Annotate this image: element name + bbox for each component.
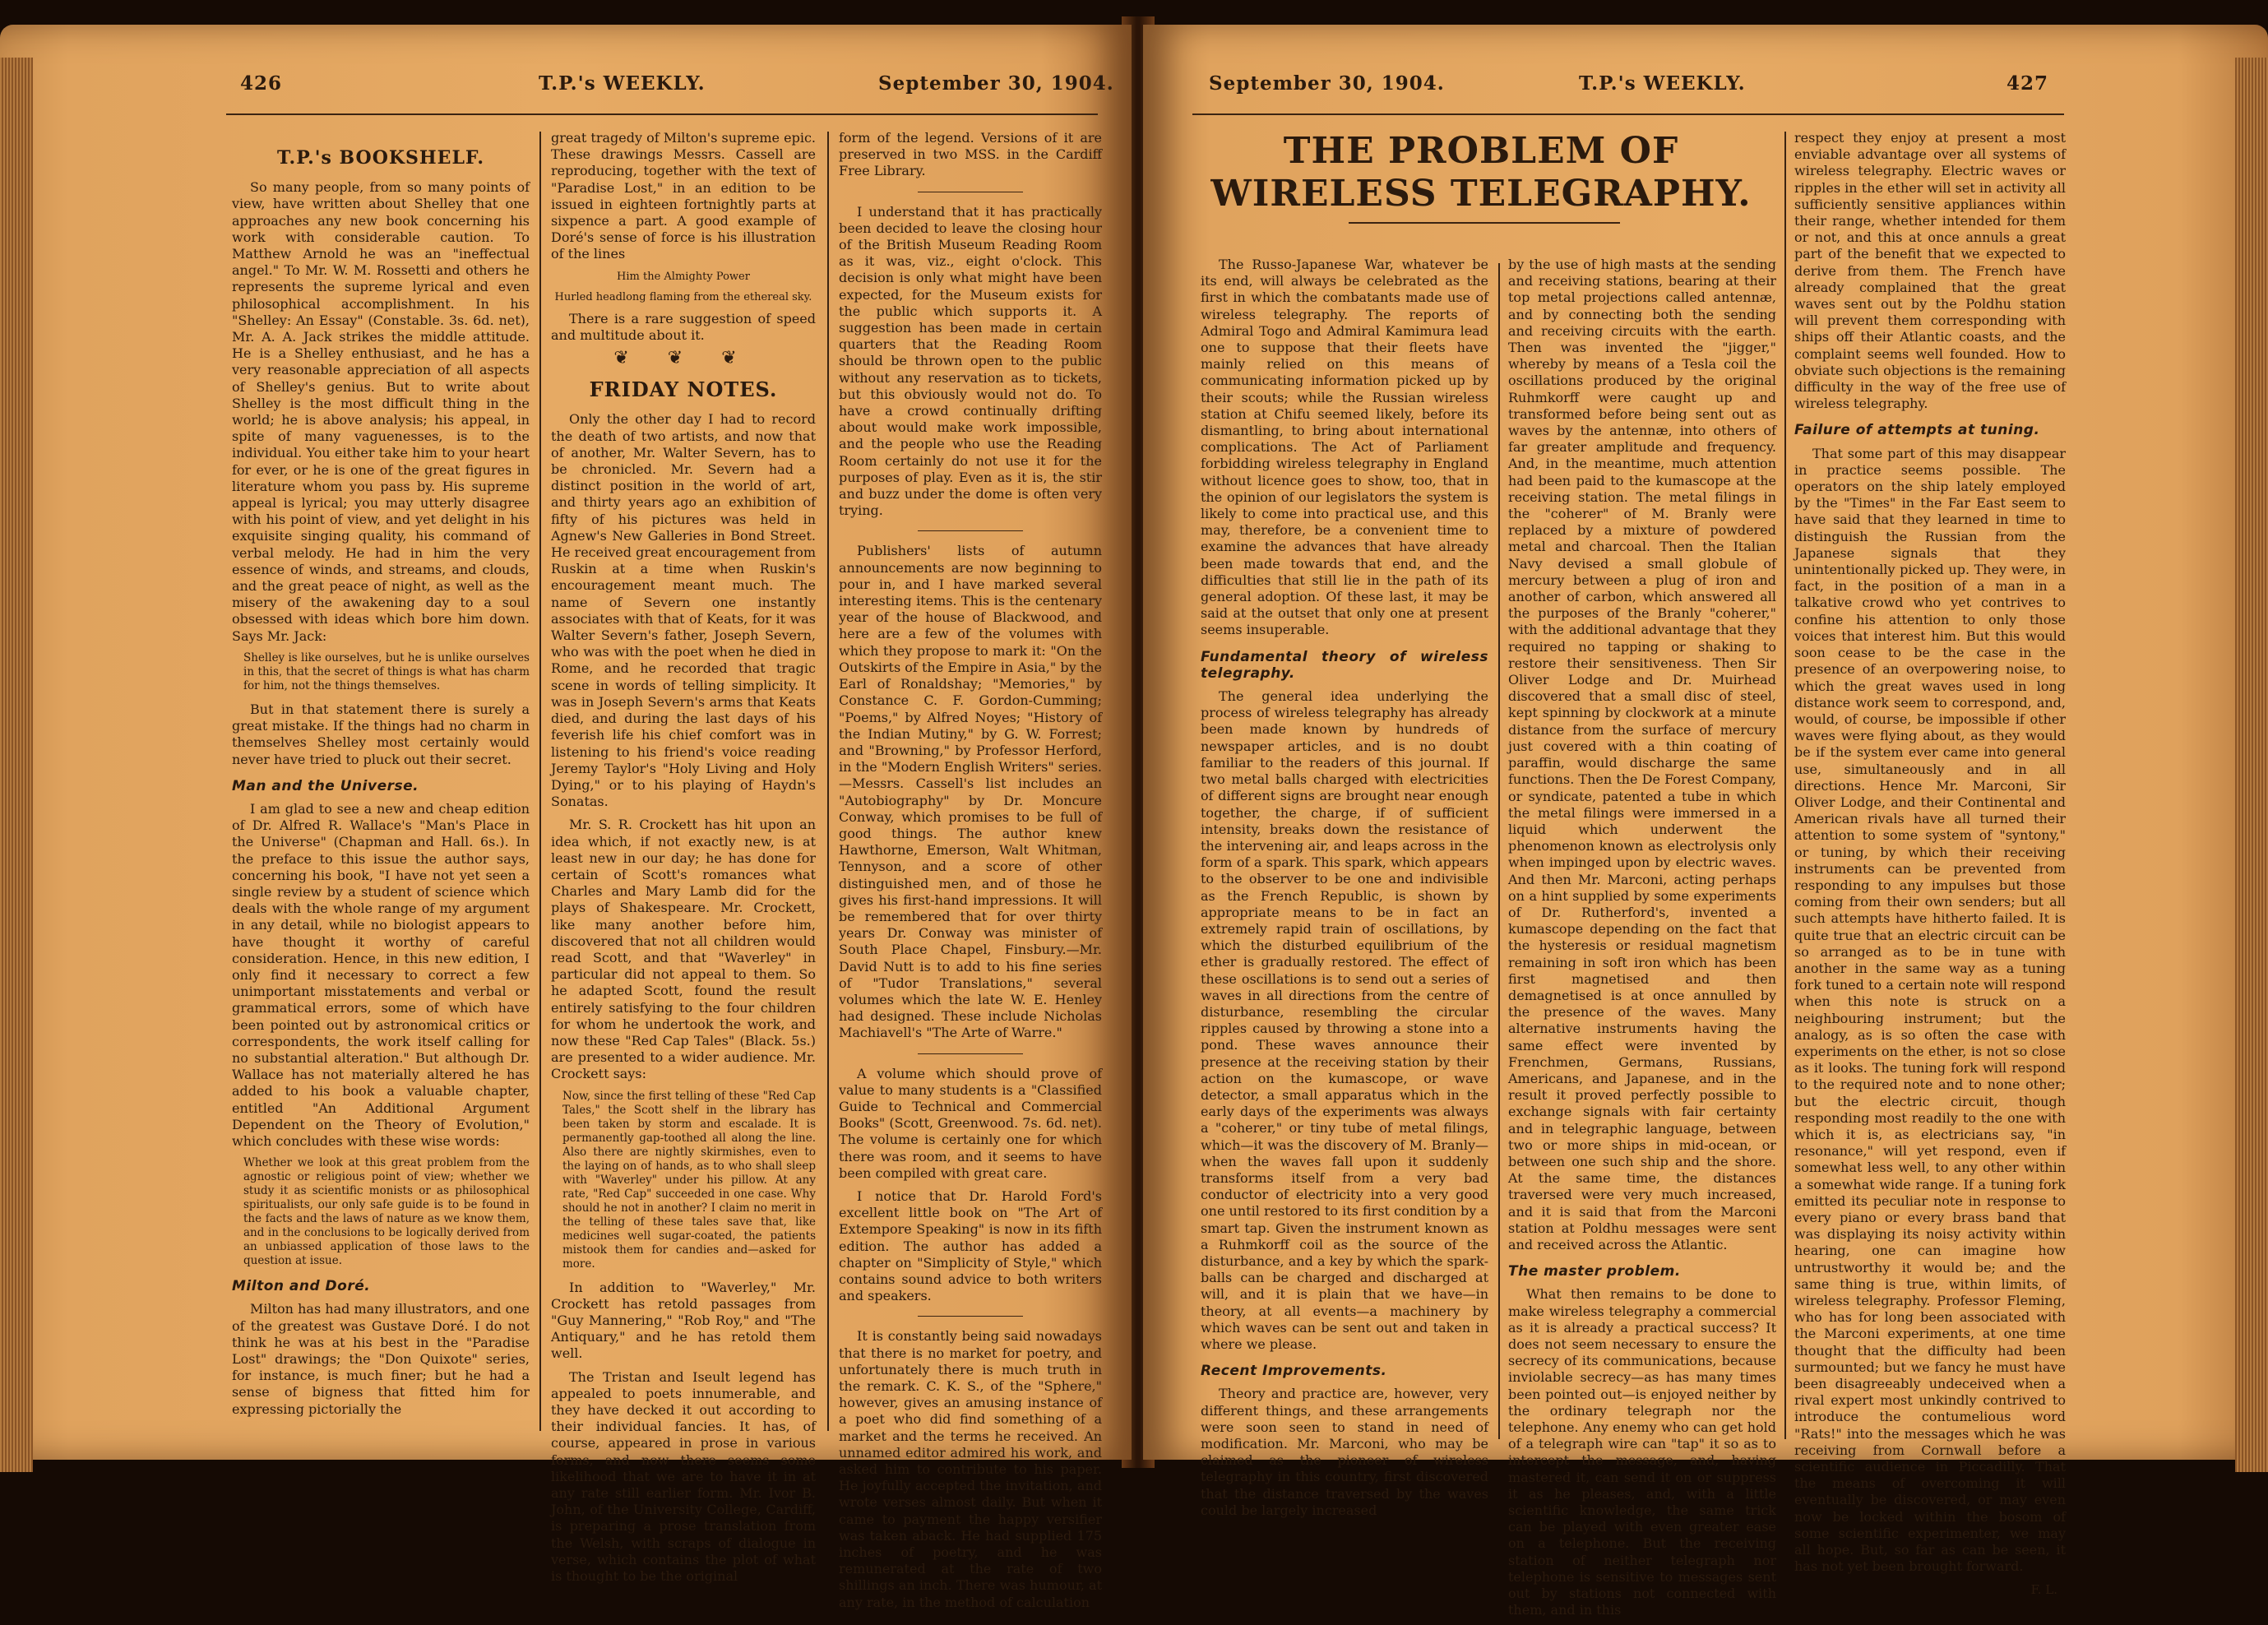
date-header: September 30, 1904. (1209, 72, 1445, 95)
quotation: Now, since the first telling of these "Red Cap Tales," the Scott shelf in the library has been taken by storm and escalade. It is permanently gap-toothed all along the line. Also there are nightly skirmishes, even to the laying on of hands, as to who shall sleep with "Waverley" under his pillow. At any rate, "Red Cap" succeeded in one case. Why should he not in another? I claim no merit in the telling of these tales save that, like medicines well sugar-coated, the patients mistook them for candies and—asked for more. (562, 1089, 816, 1271)
column-rule (539, 132, 541, 1431)
page-number: 427 (2006, 72, 2049, 95)
quotation: Shelley is like ourselves, but he is unlike ourselves in this, that the secret of things is what has charm for him, not the things themselves. (243, 650, 530, 692)
author-signature: F. L. (2030, 1582, 2057, 1598)
paragraph: Theory and practice are, however, very different things, and these arrangements were soon seen to stand in need of modification. Mr. Marconi, who may be claimed as the pioneer of wireless telegraphy in this country, first discovered that the distance traversed by the waves could be largely increased (1201, 1386, 1488, 1518)
article-column-2 (1508, 257, 1776, 1625)
paragraph: So many people, from so many points of view, have written about Shelley that one approaches any new book concerning his work with considerable caution. To Matthew Arnold he was an "ineffectual angel." To Mr. W. M. Rossetti and others he represents the supreme lyrical and even philosophical accomplishment. In his "Shelley: An Essay" (Constable. 3s. 6d. net), Mr. A. A. Jack strikes the middle attitude. He is a Shelley enthusiast, and he has a very reasonable appreciation of all aspects of Shelley's genius. But to write about Shelley is the most difficult thing in the world; he is above analysis; his appeal, in spite of many vaguenesses, is to the individual. You either take him to your heart for ever, or he is one of the great figures in literature whom you pass by. His supreme appeal is lyrical; you may utterly disagree with his point of view, and yet delight in his exquisite singing quality, his command of verbal melody. He had in him the very essence of winds, and streams, and clouds, and the great peace of night, as well as the misery of the awakening day to a soul obsessed with ideas which bore him down. Says Mr. Jack: (232, 179, 530, 644)
section-heading: Failure of attempts at tuning. (1794, 422, 2040, 439)
paragraph: A volume which should prove of value to many students is a "Classified Guide to Technical and Commercial Books" (Scott, Greenwood. 7s. 6d. net). The volume is certainly one for which there was room, and it seems to have been compiled with great care. (839, 1065, 1102, 1181)
verse-line: Hurled headlong flaming from the ethereal sky. (554, 290, 812, 303)
leaf-ornament: ❦ ❦ ❦ (613, 348, 753, 369)
header-rule (226, 113, 1098, 115)
date-header: September 30, 1904. (878, 72, 1114, 95)
paragraph: I notice that Dr. Harold Ford's excellent little book on "The Art of Extempore Speaking" is now in its fifth edition. The author has added a chapter on "Simplicity of Style," which contains sound advice to both writers and speakers. (839, 1188, 1102, 1304)
left-page (0, 25, 1132, 1610)
paragraph: In addition to "Waverley," Mr. Crockett has retold passages from "Guy Mannering," "Rob Roy," and "The Antiquary," and he has retold them well. (551, 1279, 816, 1362)
paragraph: Milton has had many illustrators, and one of the greatest was Gustave Doré. I do not think he was at his best in the "Paradise Lost" drawings; the "Don Quixote" series, for instance, is much finer; but he had a sense of bigness that fitted him for expressing pictorially the (232, 1301, 530, 1417)
article-column-1 (1201, 257, 1488, 1525)
column-rule (1784, 132, 1786, 1439)
paragraph: I understand that it has practically been decided to leave the closing hour of the British Museum Reading Room as it was, viz., eight o'clock. This decision is only what might have been expected, for the Museum exists for the public which supports it. A suggestion has been made in certain quarters that the Reading Room should be thrown open to the public without any reservation as to tickets, but this obviously would not do. To have a crowd continually drifting about would make work impossible, and the people who use the Reading Room certainly do not use it for the purposes of play. Even as it is, the stir and buzz under the dome is often very trying. (839, 203, 1102, 519)
paragraph: form of the legend. Versions of it are preserved in two MSS. in the Cardiff Free Library. (839, 130, 1102, 179)
quotation: Whether we look at this great problem from the agnostic or religious point of view; whether we study it as scientific monists or as philosophical spiritualists, our only safe guide is to be found in the facts and the laws of nature as we know them, and in the conclusions to be logically derived from an unbiassed application of those laws to the question at issue. (243, 1156, 530, 1268)
verse-line: Him the Almighty Power (617, 270, 750, 283)
column-rule (1498, 263, 1500, 1439)
divider (918, 1053, 1023, 1054)
column-rule (827, 132, 829, 1431)
section-heading: The master problem. (1508, 1263, 1681, 1280)
paragraph: That some part of this may disappear in practice seems possible. The operators on the ship lately employed by the "Times" in the Far East seem to have said that they learned in time to distinguish the Russian from the Japanese signals that they unintentionally picked up. They were, in fact, in the position of a man in a talkative crowd who yet contrives to confine his attention to only those voices that interest him. But this would soon cease to be the case in the presence of an overpowering noise, to which the great waves used in long distance work seem to correspond, and, would, of course, be impossible if other waves were flying about, as they would be if the system ever came into general use, simultaneously and in all directions. Hence Mr. Marconi, Sir Oliver Lodge, and their Continental and American rivals have all turned their attention to some system of "syntony," or tuning, by which their receiving instruments can be prevented from responding to any impulses but those coming from their own senders; but all such attempts have hitherto failed. It is quite true that an electric circuit can be so arranged as to be in tune with another in the same way as a tuning fork tuned to a certain note will respond when this note is struck on a neighbouring instrument; but the analogy, as is so often the case with experiments on the ether, is not so close as it looks. The tuning fork will respond to the required note and to none other; but the electric circuit, though responding most readily to the one with which it is, as electricians say, "in resonance," will yet respond, even if somewhat less well, to any other within a somewhat wide range. If a tuning fork emitted its peculiar note in response to every piano or every brass band that was displaying its noisy activity within hearing, one can imagine how untrustworthy it would be; and the same thing is true, within limits, of wireless telegraphy. Professor Fleming, who has for long been associated with the Marconi experiments, at one time thought that the difficulty had been surmounted; but we fancy he must have been disagreeably undeceived when a rival expert most unkindly contrived to introduce the contumelious word "Rats!" into the messages which he was receiving from Cornwall before a scientific audience in Piccadilly. That the means of overcoming it will eventually be discovered, or may even now be locked within the bosom of some scientific experimenter, we may all hope. But, so far as can be seen, it has not yet been brought forward. (1794, 445, 2066, 1575)
article-column-2 (551, 130, 816, 1591)
magazine-header: T.P.'s WEEKLY. (1579, 72, 1746, 95)
paragraph: The general idea underlying the process of wireless telegraphy has already been made known by hundreds of newspaper articles, and is no doubt familiar to the readers of this journal. If two metal balls charged with electricities of different signs are brought near enough together, the charge, if of sufficient intensity, breaks down the resistance of the intervening air, and leaps across in the form of a spark. This spark, which appears to the observer to be one and indivisible as the French Republic, is shown by appropriate means to be in fact an extremely rapid train of oscillations, by which the disturbed equilibrium of the ether is gradually restored. The effect of these oscillations is to send out a series of waves in all directions from the centre of disturbance, resembling the circular ripples caused by throwing a stone into a pond. These waves announce their presence at the receiving station by their action on the kumascope, or wave detector, a small apparatus which in the early days of the experiments was always a "coherer," or tiny tube of metal filings, which—it was the discovery of M. Branly—when the waves fall upon it suddenly transforms itself from a very bad conductor of electricity into a very good one until restored to its first condition by a smart tap. Given the instrument known as a Ruhmkorff coil as the source of the disturbance, and a key by which the spark-balls can be charged and discharged at will, and it is plain that we have—in theory, at all events—a machinery by which waves can be sent out and taken in where we please. (1201, 688, 1488, 1352)
section-heading: Fundamental theory of wireless telegraphy. (1201, 648, 1488, 682)
paragraph: The Russo-Japanese War, whatever be its end, will always be celebrated as the first in which the combatants made use of wireless telegraphy. The reports of Admiral Togo and Admiral Kamimura lead one to suppose that their fleets have mainly relied on this means of communicating information picked up by their scouts; while the Russian wireless station at Chifu seemed likely, before its dismantling, to bring about international complications. The Act of Parliament forbidding wireless telegraphy in England without licence goes to show, too, that in the opinion of our legislators the system is likely to come into practical use, and this may, therefore, be a convenient time to examine the advances that have already been made towards that end, and the difficulties that still lie in the path of its general adoption. Of these last, it may be said at the outset that only one at present seems insuperable. (1201, 257, 1488, 638)
divider (918, 530, 1023, 531)
paragraph: There is a rare suggestion of speed and multitude about it. (551, 310, 816, 343)
page-edges (2235, 58, 2268, 1472)
section-heading: Milton and Doré. (232, 1278, 371, 1295)
article-column-3 (1794, 130, 2066, 1599)
section-heading: Man and the Universe. (232, 777, 419, 794)
paragraph: I am glad to see a new and cheap edition of Dr. Alfred R. Wallace's "Man's Place in the Universe" (Chapman and Hall. 6s.). In the preface to this issue the author says, concerning his book, "I have not yet seen a single review by a student of science which deals with the whole range of my argument in any detail, while no biologist appears to have thought it worthy of careful consideration. Hence, in this new edition, I only find it necessary to correct a few unimportant misstatements and verbal or grammatical errors, some of which have been pointed out by astronomical critics or correspondents, the work itself calling for no substantial alteration." But although Dr. Wallace has not materially altered he has added to his book a valuable chapter, entitled "An Additional Argument Dependent on the Theory of Evolution," which concludes with these wise words: (232, 800, 530, 1149)
article-column-1 (232, 130, 530, 1424)
magazine-header: T.P.'s WEEKLY. (539, 72, 706, 95)
paragraph: What then remains to be done to make wireless telegraphy a commercial as it is already a practical success? It does not seem necessary to ensure the secrecy of its communications, because inviolable secrecy—as has many times been pointed out—is enjoyed neither by the ordinary telegraph nor the telephone. Any enemy who can get hold of a telegraph wire can "tap" it so as to intercept the message, and, having mastered it, can send it on or suppress it as he pleases, and, with a little scientific knowledge, the same trick can be played with even greater ease on a telephone. But the receiving station of neither telegraph nor telephone is sensitive to messages sent out by stations not connected with them, and in this (1508, 1286, 1776, 1618)
header-rule (1192, 113, 2064, 115)
paragraph: respect they enjoy at present a most enviable advantage over all systems of wireless telegraphy. Electric waves or ripples in the ether will set in activity all sufficiently sensitive appliances within their range, whether intended for them or not, and this at once annuls a great part of the benefit that we expected to derive from them. The French have already complained that the great waves sent out by the Poldhu station will prevent them corresponding with ships off their Atlantic coasts, and the complaint seems well founded. How to obviate such objections is the remaining difficulty in the way of the free use of wireless telegraphy. (1794, 130, 2066, 412)
paragraph: Mr. S. R. Crockett has hit upon an idea which, if not exactly new, is at least new in our day; he has done for certain of Scott's romances what Charles and Mary Lamb did for the plays of Shakespeare. Mr. Crockett, like many another before him, discovered that not all children would read Scott, and that "Waverley" in particular did not appeal to them. So he adapted Scott, found the result entirely satisfying to the four children for whom he undertook the work, and now these "Red Cap Tales" (Black. 5s.) are presented to a wider audience. Mr. Crockett says: (551, 817, 816, 1082)
page-edges (0, 58, 33, 1472)
article-column-3 (839, 130, 1102, 1618)
paragraph: great tragedy of Milton's supreme epic. These drawings Messrs. Cassell are reproducing, together with the text of "Paradise Lost," in an edition to be issued in eighteen fortnightly parts at sixpence a part. A good example of Doré's sense of force is his illustration of the lines (551, 130, 816, 262)
page-number: 426 (240, 72, 283, 95)
bookshelf-title: T.P.'s BOOKSHELF. (277, 147, 484, 169)
title-rule (1349, 222, 1620, 224)
section-heading: Recent Improvements. (1201, 1363, 1387, 1380)
paragraph: Only the other day I had to record the death of two artists, and now that of another, Mr. Walter Severn, has to be chronicled. Mr. Severn had a distinct position in the world of art, and thirty years ago an exhibition of fifty of his pictures was held in Agnew's New Galleries in Bond Street. He received great encouragement from Ruskin at a time when Ruskin's encouragement meant much. The name of Severn one instantly associates with that of Keats, for it was Walter Severn's father, Joseph Severn, who was with the poet when he died in Rome, and he recorded that tragic scene in words of telling simplicity. It was in Joseph Severn's arms that Keats died, and during the last days of his feverish life his chief comfort was in listening to his friend's voice reading Jeremy Taylor's "Holy Living and Holy Dying," or to his playing of Haydn's Sonatas. (551, 411, 816, 810)
paragraph: by the use of high masts at the sending and receiving stations, bearing at their top metal projections called antennæ, and by connecting both the sending and receiving circuits with the earth. Then was invented the "jigger," whereby by means of a Tesla coil the oscillations produced by the original Ruhmkorff were caught up and transformed before being sent out as waves by the antennæ, into others of far greater amplitude and frequency. And, in the meantime, much attention had been paid to the kumascope at the receiving station. The metal filings in the "coherer" of M. Branly were replaced by a mixture of powdered metal and charcoal. Then the Italian Navy devised a small globule of mercury between a plug of iron and another of carbon, which answered all the purposes of the Branly "coherer," with the additional advantage that they required no tapping or shaking to restore their sensitiveness. Then Sir Oliver Lodge and Dr. Muirhead discovered that a small disc of steel, kept spinning by clockwork at a minute distance from the surface of mercury just covered with a thin coating of paraffin, would discharge the same functions. Then the De Forest Company, or syndicate, patented a tube in which the metal filings were immersed in a liquid which underwent the phenomenon known as electrolysis only when impinged upon by electric waves. And then Mr. Marconi, acting perhaps on a hint supplied by some experiments of Dr. Rutherford's, invented a kumascope depending on the fact that the hysteresis or residual magnetism remaining in soft iron which has been first magnetised and then demagnetised is at once annulled by the presence of the waves. Many alternative instruments having the same effect were invented by Frenchmen, Germans, Russians, Americans, and Japanese, and in the result it proved perfectly possible to exchange signals with fair certainty and in telegraphic language, between two or more ships in mid-ocean, or between one such ship and the shore. At the same time, the distances traversed were very much increased, and it is said that from the Marconi station at Poldhu messages were sent and received across the Atlantic. (1508, 257, 1776, 1252)
friday-notes-title: FRIDAY NOTES. (589, 377, 778, 402)
paragraph: Publishers' lists of autumn announcements are now beginning to pour in, and I have marked several interesting items. This is the centenary year of the house of Blackwood, and here are a few of the volumes with which they propose to mark it: "On the Outskirts of the Empire in Asia," by the Earl of Ronaldshay; "Memories," by Constance C. F. Gordon-Cumming; "Poems," by Alfred Noyes; "History of the Indian Mutiny," by G. W. Forrest; and "Browning," by Professor Herford, in the "Modern English Writers" series.—Messrs. Cassell's list includes an "Autobiography" by Dr. Moncure Conway, which promises to be full of good things. The author knew Hawthorne, Emerson, Walt Whitman, Tennyson, and a score of other distinguished men, and of those he gives his first-hand impressions. It will be remembered that for over thirty years Dr. Conway was minister of South Place Chapel, Finsbury.—Mr. David Nutt is to add to his fine series of "Tudor Translations," several volumes which the late W. E. Henley had designed. These include Nicholas Machiavell's "The Arte of Warre." (839, 543, 1102, 1041)
right-page (1143, 25, 2268, 1618)
paragraph: But in that statement there is surely a great mistake. If the things had no charm in themselves Shelley most certainly would never have tried to pluck out their secret. (232, 701, 530, 767)
divider (918, 1316, 1023, 1317)
article-title: THE PROBLEM OF WIRELESS TELEGRAPHY. (1210, 130, 1752, 215)
paragraph: The Tristan and Iseult legend has appealed to poets innumerable, and they have decked it out according to their individual fancies. It has, of course, appeared in prose in various forms, and now there seems some likelihood that we are to have it in at any rate still earlier form. Mr. Ivor B. John, of the University College, Cardiff, is preparing a prose translation from the Welsh, with scraps of dialogue in verse, which contains the plot of what is thought to be the original (551, 1368, 816, 1585)
paragraph: It is constantly being said nowadays that there is no market for poetry, and unfortunately there is much truth in the remark. C. K. S., of the "Sphere," however, gives an amusing instance of a poet who did find something of a market and the terms he received. An unnamed editor admired his work, and asked him to contribute to his paper. He joyfully accepted the invitation, and wrote verses almost daily. But when it came to payment the happy versifier was taken aback. He had supplied 175 inches of poetry, and he was remunerated at the rate of two shillings an inch. There was humour, at any rate, in the method of calculation (839, 1328, 1102, 1610)
